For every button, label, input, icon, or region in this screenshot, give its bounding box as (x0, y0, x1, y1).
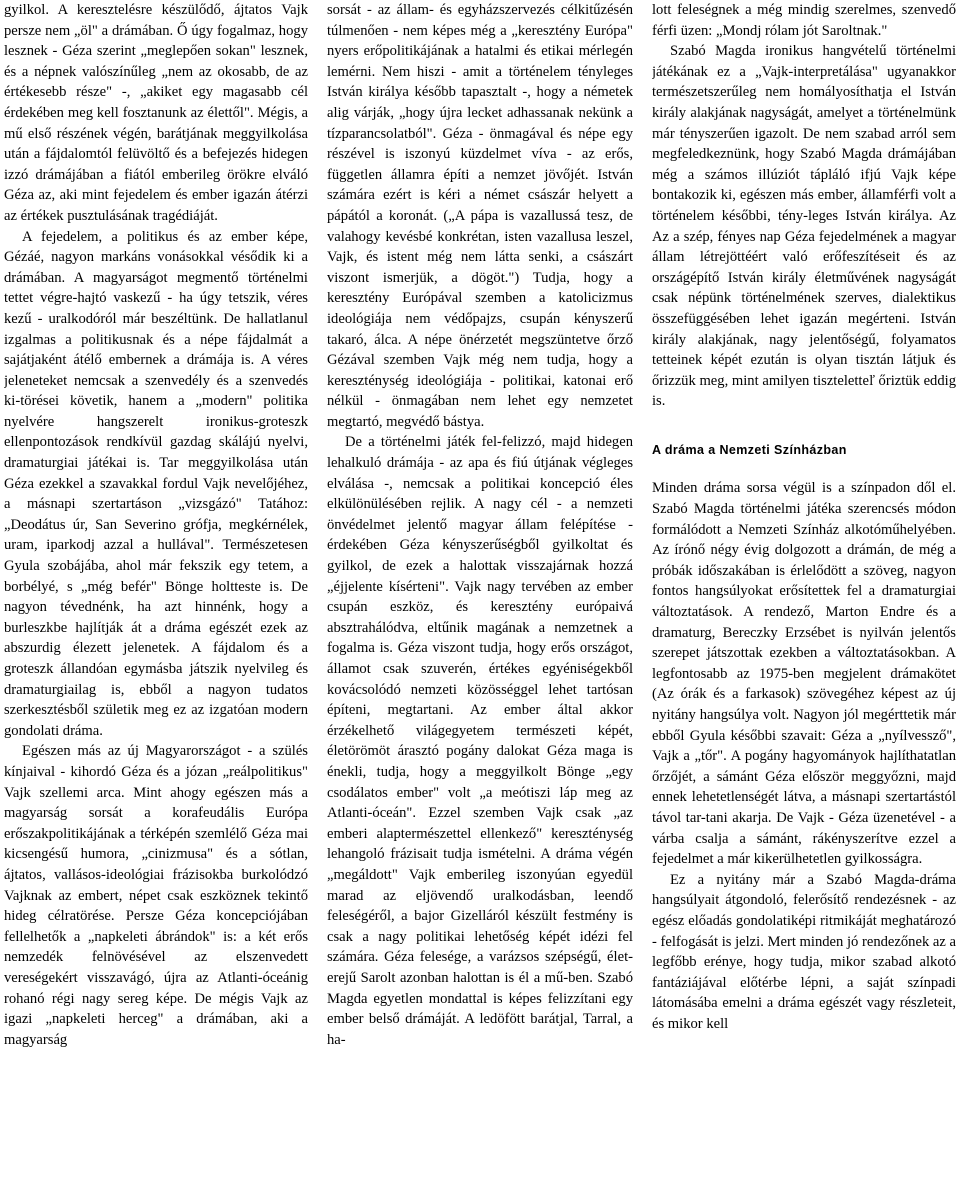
paragraph: gyilkol. A keresztelésre készülődő, ájtatos Vajk persze nem „öl" a drámában. Ő úgy fogalmaz, hogy lesznek - Géza szerint „meglepően sokan" lesznek, és a népnek valószínűleg „nem az okosabb, de az értékesebb része" -, „akiket egy magasabb cél érdekében meg kell fosztanunk az élettől". Mégis, a mű első részének végén, barátjának meggyilkolása után a fájdalomtól felüvöltő és a befejezés hidegen izzó drámájában a fiától emberileg örökre elváló Géza az, aki mint fejedelem és ember igazán átérzi az értékek pusztulásának tragédiáját. (4, 2, 308, 224)
paragraph: Szabó Magda ironikus hangvételű történelmi játékának ez a „Vajk-interpretálása" ugyanakkor természetszerűleg nem homályosíthatja el István király alakjának nagyságát, amelyet a történelmünk már tényszerűen igazolt. De nem szabad arról sem megfeledkeznünk, hogy Szabó Magda drámájában még a számos illúziót tápláló ifjú Vajk képe bontakozik ki, egészen más ember, államférfi volt a történelem későbbi, tény-leges István királya. Az Az a szép, fényes nap Géza fejedelmének a magyar állam létrejöttéért való erőfeszítéseit és az országépítő István király életművének nagyságát csak népünk történelmének szerves, dialektikus összefüggésében lehet igazán megérteni. István király alakjának, nagy jelentőségű, folyamatos tetteinek képét ezután is olyan tisztán látjuk és őrizzük meg, mint amilyen tiszteletteľ őriztük eddig is. (652, 43, 956, 410)
section-heading: A dráma a Nemzeti Színházban (652, 442, 847, 457)
paragraph: sorsát - az állam- és egyházszervezés célkitűzésén túlmenően - nem képes még a „keresztény Európa" nyers erőpolitikájának a hatalmi és etikai mérlegén lemérni. Nem hiszi - amit a történelem tényleges István királya később tapasztalt -, hogy a németek alig várják, „hogy újra lecket adhassanak nekünk a tízparancsolatból". Géza - önmagával és népe egy részével is iszonyú küzdelmet víva - az erős, független államra építi a nemzet jövőjét. István számára ezért is kéri a német császár helyett a pápától a koronát. („A pápa is vazallussá tesz, de valahogy kevésbé konkrétan, isten vazallusa leszel, Vajk, és istent még nem látta senki, a császárt viszont ismerjük, a dögöt.") Tudja, hogy a keresztény Európával szemben a katolicizmus ideológiája nem védőpajzs, csupán kényszerű takaró, álca. A népe önérzetét megszüntetve őrző Gézával szemben Vajk még nem tudja, hogy a kereszténység ideológiája - politikai, katonai erő nélkül - önmagában nem lehet egy nemzetet megtartó, megvédő bástya. (327, 2, 633, 430)
text-column-3 (652, 0, 956, 1188)
paragraph: Minden dráma sorsa végül is a színpadon dől el. Szabó Magda történelmi játéka szerencsés módon formálódott a Nemzeti Színház alkotóműhelyében. Az írónő négy évig dolgozott a drámán, de még a próbák időszakában is érlelődött a szöveg, nagyon fontos hangsúlyokat erősítettek fel a dramaturgiai változtatások. A rendező, Marton Endre és a dramaturg, Bereczky Erzsébet is nyilván jelentős szerepet játszottak ezekben a változtatásokban. A legfontosabb az 1975-ben megjelent drámakötet (Az órák és a farkasok) szövegéhez képest az új nyitány hangsúlya volt. Nagyon jól megérttetik már ebből Gyula későbbi szavait: Géza a „nyílvessző", Vajk a „tőr". A pogány hagyományok hajlíthatatlan őrzőjét, a sámánt Géza először meggyőzni, majd ennek lehetetlenségét látva, a másnapi szertartástól távol tar-tani akarja. De Vajk - Géza üzenetével - a várba csalja a sámánt, rákényszerítve ezzel a fejedelmet a már kikerülhetetlen gyilkosságra. (652, 480, 956, 868)
paragraph: lott feleségnek a még mindig szerelmes, szenvedő férfi üzen: „Mondj rólam jót Saroltnak." (652, 2, 956, 39)
paragraph: De a történelmi játék fel-felizzó, majd hidegen lehalkuló drámája - az apa és fiú útjának végleges elválása -, nemcsak a politikai koncepció éles elkülönülésében rejlik. A nagy cél - a nemzeti önvédelmet jelentő magyar állam felépítése - érdekében Géza kényszerűségből gyilkoltat és gyilkol, de ezek a halottak visszajárnak hozzá „éjjelente kísérteni". Vajk nagy tervében az ember csupán eszköz, és keresztény európaivá absztrahálódva, eltűnik magának a nemzetnek a fogalma is. Géza viszont tudja, hogy erős országot, államot csak szuverén, értékes egyéniségekből kovácsolódó nemzeti közösséggel lehet tartósan építeni, megtartani. Az ember által akkor érzékelhető világegyetem természeti képét, életörömöt árasztó pogány dalokat Géza maga is énekli, tudja, hogy a meggyilkolt Bönge „egy csodálatos ember" volt „a meótiszi láp meg az Atlanti-óceán". Ezzel szemben Vajk csak „az emberi alaptermészettel ellenkező" kereszténység lehangoló frázisait tudja ismételni. A dráma végén „megáldott" Vajk emberileg iszonyúan egyedül marad az eljövendő uralkodásban, leendő feleségéről, a bajor Gizelláról készült festmény is csak a nagy politikai lehetőség képét idézi fel számára. Géza felesége, a varázsos szépségű, élet-erejű Sarolt azonban halottan is él a mű-ben. Szabó Magda egyetlen mondattal is képes felizzítani egy ember belső drámáját. A ledöfött barátjal, Tarral, a ha- (327, 434, 633, 1048)
paragraph: A fejedelem, a politikus és az ember képe, Gézáé, nagyon markáns vonásokkal vésődik ki a drámában. A magyarságot megmentő történelmi tettet végre-hajtó vaskezű - ha úgy tetszik, véres kezű - uralkodóról már beszéltünk. De hallatlanul izgalmas a politikusnak és a népe fájdalmát a sajátjaként átélő embernek a drámája is. A véres jeleneteket nemcsak a szenvedély és a szenvedés ki-törései követik, hanem a „modern" politika nyelvére hangszerelt ironikus-groteszk ellenpontozások rendkívül gazdag skálájú nyelvi, dramaturgiai játékai is. Tar meggyilkolása után Géza ezekkel a szavakkal fordul Vajk nevelőjéhez, a másnapi szertartáson „vizsgázó" Tatához: „Deodátus úr, San Severino grófja, megkérnélek, uram, iparkodj azzal a hullával". Természetesen Gyula szobájába, ahol már fekszik egy tetem, a borbélyé, s „még befér" Bönge holtteste is. De nagyon tévednénk, ha azt hinnénk, hogy a burleszkbe hajlítják át a dráma egészét ezek az abszurdig élezett jelenetek. A fájdalom és a groteszk állandóan egymásba játszik nyelvileg és dramaturgiailag is, ebből a nagyon tudatos szerkesztésből születik meg ez az izgatóan modern gondolati dráma. (4, 228, 308, 739)
paragraph: Ez a nyitány már a Szabó Magda-dráma hangsúlyait átgondoló, felerősítő rendezésnek - az egész előadás gondolatiképi ritmikáját meghatározó - felfogását is jelzi. Mert minden jó rendezőnek az a legfőbb erénye, hogy tudja, mikor szabad alkotó fantáziájával előtérbe lépni, a saját színpadi látomásába emelni a dráma egészét vagy részleteit, és mikor kell (652, 871, 956, 1032)
paragraph: Egészen más az új Magyarországot - a szülés kínjaival - kihordó Géza és a józan „reálpolitikus" Vajk szellemi arca. Mint ahogy egészen más a magyarság sorsát a korafeudális Európa erőszakpolitikájának a térképén szemlélő Géza mai kicsengésű humora, „cinizmusa" és a sótlan, ájtatos, vallásos-ideológiai frázisokba burkolódzó Vajknak az embert, népet csak eszköznek tekintő hideg célratörése. Persze Géza koncepciójában fellelhetők a „napkeleti ábrándok" is: a két erős nemzedék felnövésével az elszenvedett vereségekért visszavágó, újra az Atlanti-óceánig rohanó régi nagy sereg képe. De mégis Vajk az igazi „napkeleti herceg" a drámában, aki a magyarság (4, 743, 308, 1048)
text-column-2 (327, 0, 633, 1188)
text-column-1 (4, 0, 308, 1188)
